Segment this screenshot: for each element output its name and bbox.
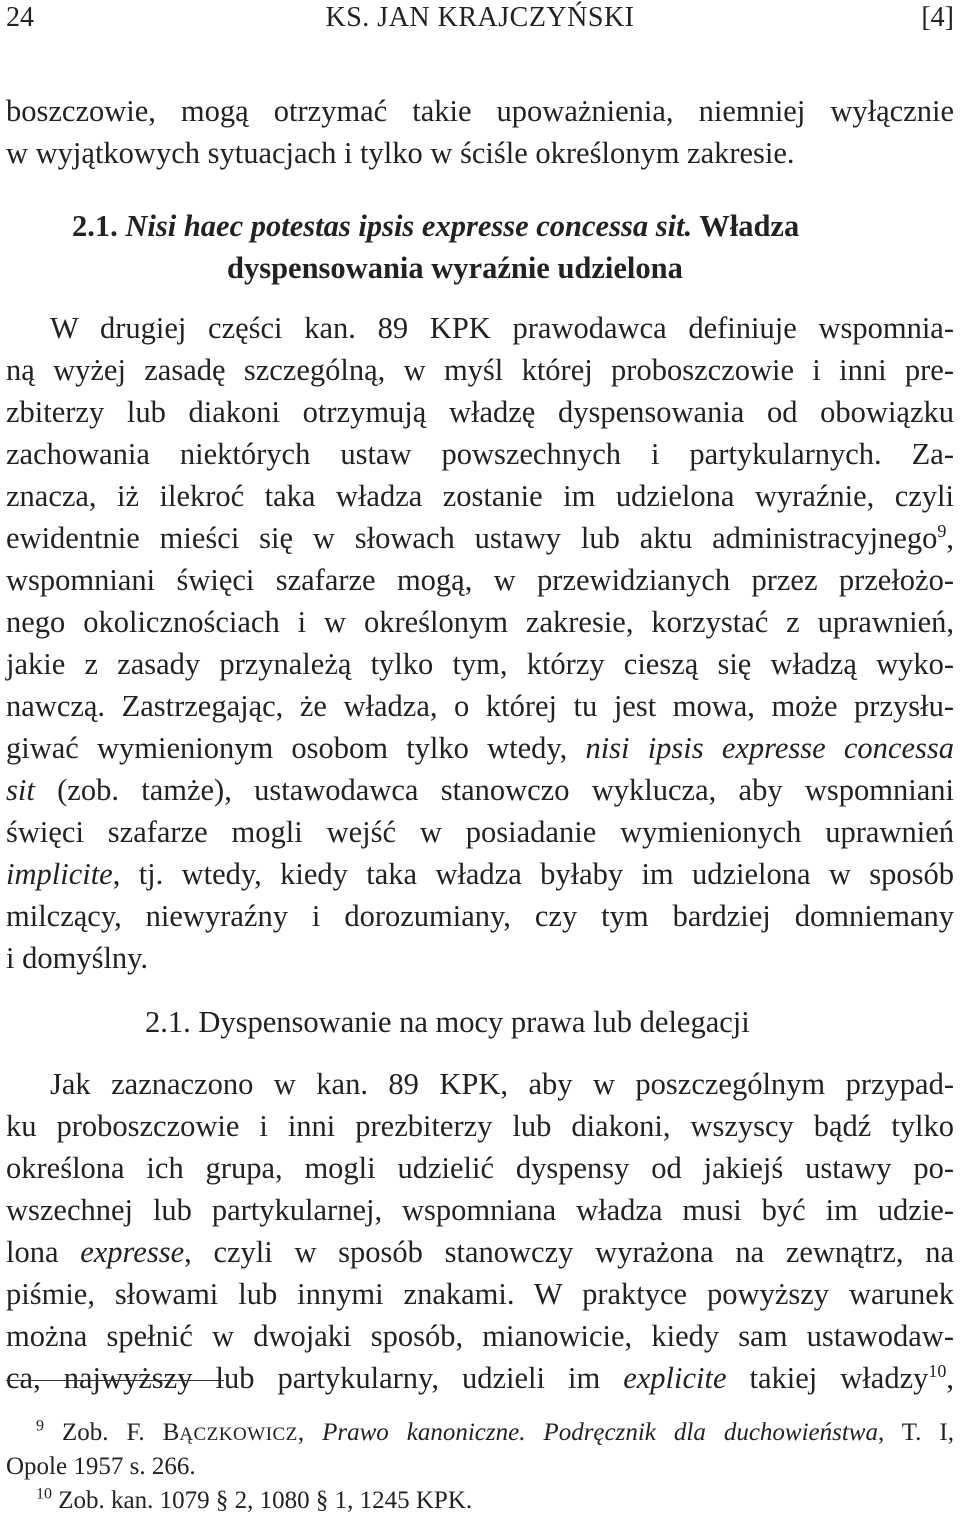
- paragraph-2-line: zachowania niektórych ustaw powszechnych i partykularnych. Za-: [6, 437, 954, 471]
- footnote-text: ,: [297, 1419, 323, 1446]
- running-head-author: KS. JAN KRAJCZYŃSKI: [325, 2, 635, 33]
- footnote-text: , T. I,: [877, 1419, 955, 1446]
- footnote-ref-9: 9: [937, 520, 947, 541]
- line-text: giwać wymienionym osobom tylko wtedy,: [6, 731, 586, 765]
- line-punct: ,: [946, 1361, 954, 1395]
- paragraph-2-line: W drugiej części kan. 89 KPK prawodawca definiuje wspomnia-: [50, 311, 954, 345]
- footnote-text: Zob. kan. 1079 § 2, 1080 § 1, 1245 KPK.: [52, 1487, 473, 1514]
- line-text: ewidentnie mieści się w słowach ustawy lub aktu administracyjnego: [6, 521, 938, 555]
- latin-term: expresse: [80, 1235, 185, 1269]
- paragraph-1-line: w wyjątkowych sytuacjach i tylko w ściśle określonym zakresie.: [6, 136, 795, 170]
- line-text: ca, najwyższy lub partykularny, udzieli im: [6, 1361, 624, 1395]
- footnote-9-continuation: Opole 1957 s. 266.: [6, 1453, 196, 1480]
- paragraph-2-line: święci szafarze mogli wejść w posiadanie wymienionych uprawnień: [6, 815, 954, 849]
- paragraph-2-line: jakie z zasady przynależą tylko tym, którzy cieszą się władzą wyko-: [6, 647, 954, 681]
- paragraph-2-line: znacza, iż ilekroć taka władza zostanie im udzielona wyraźnie, czyli: [6, 479, 954, 513]
- paragraph-3-line: [6, 1231, 954, 1273]
- paragraph-3-line: ku proboszczowie i inni prezbiterzy lub diakoni, wszyscy bądź tylko: [6, 1109, 954, 1143]
- paragraph-2-line: [6, 727, 954, 769]
- paragraph-3-line: Jak zaznaczono w kan. 89 KPK, aby w poszczególnym przypad-: [50, 1067, 954, 1101]
- section-heading-2: 2.1. Dyspensowanie na mocy prawa lub delegacji: [145, 1005, 750, 1039]
- footnote-separator: [6, 1380, 224, 1381]
- heading-1-latin: Nisi haec potestas ipsis expresse concessa sit.: [125, 209, 693, 243]
- paragraph-3-line: piśmie, słowami lub innymi znakami. W praktyce powyższy warunek: [6, 1277, 954, 1311]
- paragraph-3-line: określona ich grupa, mogli udzielić dyspensy od jakiejś ustawy po-: [6, 1151, 954, 1185]
- paragraph-2-line: wspomniani święci szafarze mogą, w przewidzianych przez przełożo-: [6, 563, 954, 597]
- footnote-text: Zob. F. B: [44, 1419, 180, 1446]
- line-text: , tj. wtedy, kiedy taka władza byłaby im udzielona w sposób: [112, 857, 954, 891]
- footnote-number: 10: [36, 1485, 52, 1503]
- footnote-9: [36, 1416, 954, 1450]
- latin-phrase: nisi ipsis expresse concessa: [585, 731, 954, 765]
- heading-1-title-start: Władza: [699, 209, 800, 243]
- line-punct: ,: [946, 521, 954, 555]
- line-text: (zob. tamże), ustawodawca stanowczo wyklucza, aby wspomniani: [34, 773, 954, 807]
- line-text: takiej władzy: [726, 1361, 929, 1395]
- paragraph-3-line: wszechnej lub partykularnej, wspomniana władza musi być im udzie-: [6, 1193, 954, 1227]
- heading-1-title-end: dyspensowania wyraźnie udzielona: [227, 251, 683, 285]
- heading-1-number: 2.1.: [72, 209, 118, 243]
- page-number: 24: [6, 2, 34, 33]
- author-smallcaps: ĄCZKOWICZ: [179, 1424, 298, 1445]
- latin-term: explicite: [623, 1361, 727, 1395]
- paragraph-2-line: i domyślny.: [6, 941, 149, 975]
- paragraph-2-line: nego okolicznościach i w określonym zakresie, korzystać z uprawnień,: [6, 605, 954, 639]
- line-text: lona: [6, 1235, 81, 1269]
- paragraph-2-line: [6, 517, 954, 559]
- section-reference: [4]: [921, 2, 954, 33]
- paragraph-3-line: [6, 1357, 954, 1399]
- paragraph-1-line: boszczowie, mogą otrzymać takie upoważnienia, niemniej wyłącznie: [6, 94, 954, 128]
- latin-phrase: sit: [6, 773, 35, 807]
- footnote-number: 9: [36, 1417, 44, 1435]
- section-heading-1: [72, 205, 799, 247]
- paragraph-2-line: ną wyżej zasadę szczególną, w myśl której proboszczowie i inni pre-: [6, 353, 954, 387]
- footnote-ref-10: 10: [928, 1360, 947, 1381]
- paragraph-3-line: można spełnić w dwojaki sposób, mianowicie, kiedy sam ustawodaw-: [6, 1319, 954, 1353]
- paragraph-2-line: milczący, niewyraźny i dorozumiany, czy tym bardziej domniemany: [6, 899, 954, 933]
- paragraph-2-line: zbiterzy lub diakoni otrzymują władzę dyspensowania od obowiązku: [6, 395, 954, 429]
- book-title: Prawo kanoniczne. Podręcznik dla duchowieństwa: [322, 1419, 878, 1446]
- paragraph-2-line: [6, 769, 954, 811]
- line-text: , czyli w sposób stanowczy wyrażona na zewnątrz, na: [184, 1235, 955, 1269]
- paragraph-2-line: nawczą. Zastrzegając, że władza, o której tu jest mowa, może przysłu-: [6, 689, 954, 723]
- paragraph-2-line: [6, 853, 954, 895]
- latin-term: implicite: [6, 857, 113, 891]
- footnote-10: [36, 1484, 954, 1518]
